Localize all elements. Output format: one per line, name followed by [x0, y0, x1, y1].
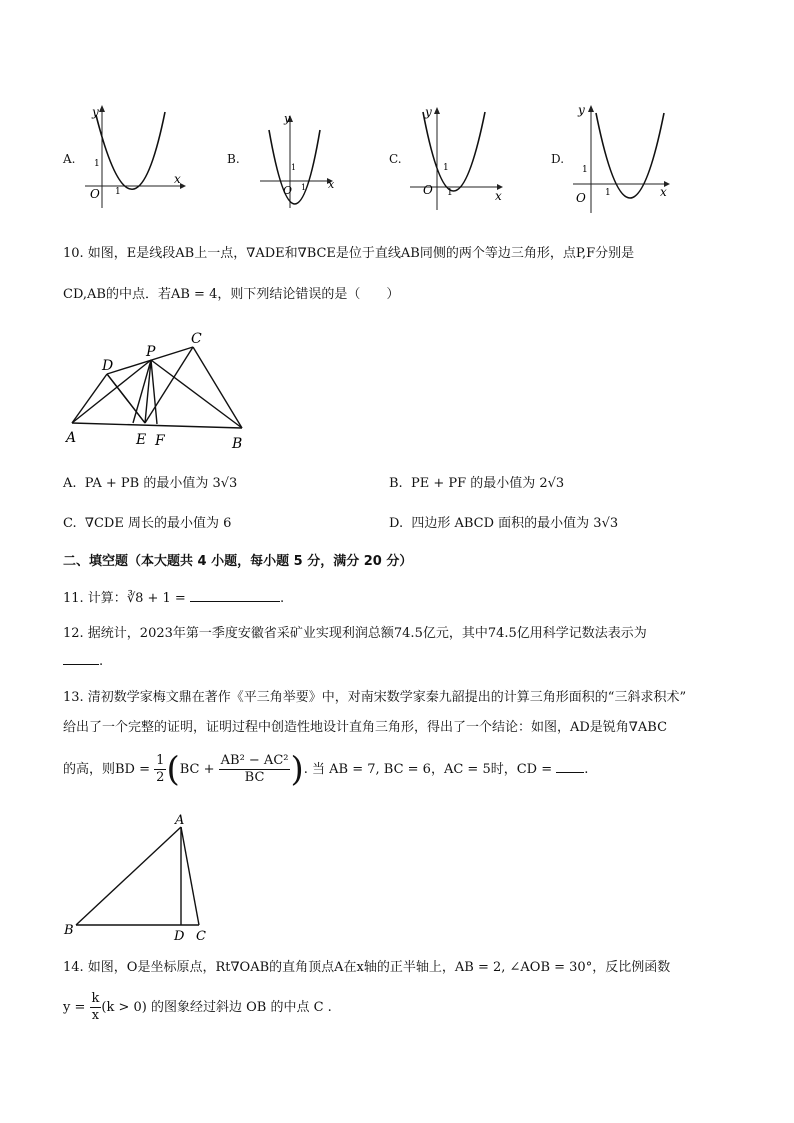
q13-line3: 的高，则BD = $\frac{1}{2}$ (BC + $\frac{\text{AB² − AC²}}{BC}$ ). 当 AB = 7, BC = 6，AC = 5时，CD = .	[63, 749, 589, 790]
q12-answer-blank	[63, 652, 99, 665]
q13-answer-blank	[556, 760, 584, 773]
option-c-label: C.	[389, 152, 402, 166]
svg-text:O: O	[576, 191, 586, 205]
q14-line1: 14. 如图，O是坐标原点，Rt∇OAB的直角顶点A在x轴的正半轴上，AB = 2, ∠AOB = 30°，反比例函数	[63, 960, 671, 975]
q12-line1: 12. 据统计，2023年第一季度安徽省采矿业实现利润总额74.5亿元，其中74.5亿用科学记数法表示为	[63, 626, 647, 641]
svg-text:1: 1	[447, 188, 453, 198]
svg-text:y: y	[284, 112, 291, 125]
point-e: E	[136, 432, 147, 448]
tick-y-1: 1	[94, 159, 100, 169]
frac-inner: $\frac{\text{AB² − AC²}}{BC}$	[220, 753, 289, 785]
point-d: D	[174, 929, 185, 944]
option-c-graph	[405, 100, 515, 212]
q10-figure	[60, 320, 260, 455]
point-a: A	[175, 813, 185, 828]
origin: O	[90, 187, 100, 201]
axis-y: y	[92, 105, 99, 119]
frac-half: $\frac{1}{2}$	[156, 753, 165, 785]
q11: 11. 计算：∛8 + 1 = .	[63, 591, 285, 606]
q13-figure	[60, 810, 220, 945]
q11-answer-blank	[190, 589, 280, 602]
svg-text:1: 1	[301, 183, 307, 192]
q10-option-d: D. 四边形 ABCD 面积的最小值为 3√3	[389, 516, 619, 531]
q12-line2: .	[63, 652, 103, 672]
q10-line2: CD,AB的中点．若AB = 4，则下列结论错误的是（ ）	[63, 287, 400, 302]
svg-text:1: 1	[605, 188, 611, 198]
q10-option-b: B. PE + PF 的最小值为 2√3	[389, 476, 565, 491]
q13-line2: 给出了一个完整的证明，证明过程中创造性地设计直角三角形，得出了一个结论：如图，AD是锐角∇ABC	[63, 720, 668, 735]
q14-line2: y = $\frac{k}{x}$ (k > 0) 的图象经过斜边 OB 的中点 C .	[63, 991, 332, 1023]
svg-text:x: x	[495, 189, 502, 203]
point-f: F	[155, 433, 165, 449]
tick-x-1: 1	[115, 187, 121, 197]
point-p: P	[146, 344, 156, 360]
svg-text:y: y	[578, 103, 585, 117]
point-c: C	[196, 929, 206, 944]
svg-text:1: 1	[582, 165, 588, 175]
svg-text:1: 1	[443, 163, 449, 173]
point-b: B	[232, 436, 243, 452]
svg-text:1: 1	[291, 163, 297, 172]
svg-text:O: O	[423, 183, 433, 197]
option-a-label: A.	[63, 152, 76, 166]
q10-line1: 10. 如图，E是线段AB上一点，∇ADE和∇BCE是位于直线AB同侧的两个等边三角形，点P,F分别是	[63, 246, 635, 261]
option-d-label: D.	[551, 152, 565, 166]
q10-option-a: A. PA + PB 的最小值为 3√3	[63, 476, 238, 491]
point-b: B	[64, 923, 74, 938]
q10-option-c: C. ∇CDE 周长的最小值为 6	[63, 516, 232, 531]
svg-text:x: x	[660, 185, 667, 199]
point-a: A	[66, 430, 77, 446]
option-d-graph	[568, 98, 680, 216]
svg-text:y: y	[425, 105, 432, 119]
frac-k-over-x: $\frac{k}{x}$	[91, 991, 100, 1023]
q13-line1: 13. 清初数学家梅文鼎在著作《平三角举要》中，对南宋数学家秦九韶提出的计算三角形面积的“三斜求积术”	[63, 690, 687, 705]
axis-x: x	[174, 172, 181, 186]
option-a-graph	[80, 100, 190, 210]
point-c: C	[191, 331, 202, 347]
svg-text:x: x	[328, 178, 335, 191]
section-title: 二、填空题（本大题共 4 小题，每小题 5 分，满分 20 分）	[63, 554, 413, 569]
option-b-graph	[255, 108, 345, 213]
point-d: D	[102, 358, 114, 374]
svg-text:O: O	[283, 184, 293, 197]
option-b-label: B.	[227, 152, 240, 166]
